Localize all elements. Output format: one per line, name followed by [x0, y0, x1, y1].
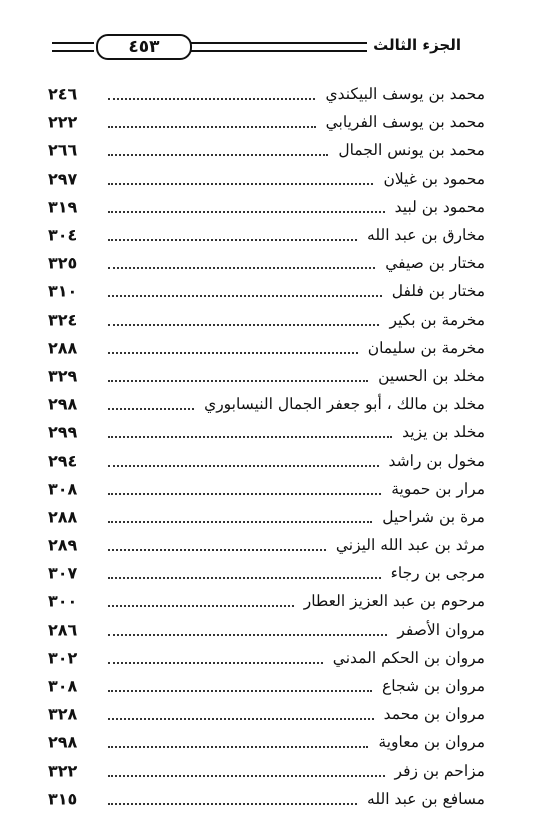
entry-name: مرار بن حموية: [385, 480, 485, 498]
index-entry: [48, 249, 485, 277]
entry-page-number: ٢٩٧: [48, 169, 78, 189]
entry-page-number: ٣١٩: [48, 197, 78, 217]
index-entry: [48, 531, 485, 559]
entry-name: مخلد بن الحسين: [372, 367, 485, 385]
entry-name: مخلد بن مالك ، أبو جعفر الجمال النيسابوري: [198, 395, 485, 413]
entry-page-number: ٣١٠: [48, 281, 78, 301]
dot-leader: [108, 239, 357, 241]
index-entry: [48, 221, 485, 249]
entry-page-number: ٣٢٥: [48, 253, 78, 273]
index-entry: [48, 503, 485, 531]
index-entry: [48, 475, 485, 503]
index-entry: [48, 390, 485, 418]
entry-name: مرة بن شراحيل: [376, 508, 485, 526]
dot-leader: [108, 408, 194, 410]
index-entry: [48, 362, 485, 390]
entry-page-number: ٢٦٦: [48, 140, 78, 160]
dot-leader: [108, 380, 368, 382]
entry-name: مختار بن صيفي: [379, 254, 485, 272]
dot-leader: [108, 493, 381, 495]
entry-page-number: ٣١٥: [48, 789, 78, 809]
entry-page-number: ٢٨٨: [48, 507, 78, 527]
entry-name: محمد بن يوسف البيكندي: [319, 85, 485, 103]
entry-name: مزاحم بن زفر: [389, 762, 485, 780]
index-entry: [48, 277, 485, 305]
index-entry: [48, 616, 485, 644]
entry-page-number: ٣٠٧: [48, 563, 78, 583]
entry-name: مرثد بن عبد الله اليزني: [330, 536, 485, 554]
volume-title: الجزء الثالث: [367, 34, 467, 56]
entry-name: مروان بن الحكم المدني: [327, 649, 485, 667]
index-entry: [48, 785, 485, 813]
entry-name: محمد بن يونس الجمال: [332, 141, 485, 159]
dot-leader: [108, 98, 315, 100]
dot-leader: [108, 521, 372, 523]
entry-page-number: ٢٩٨: [48, 732, 78, 752]
dot-leader: [108, 211, 385, 213]
dot-leader: [108, 662, 323, 664]
entry-page-number: ٣٠٨: [48, 479, 78, 499]
entry-name: مرجى بن رجاء: [385, 564, 485, 582]
dot-leader: [108, 126, 316, 128]
index-entry: [48, 672, 485, 700]
index-entry: [48, 446, 485, 474]
dot-leader: [108, 634, 387, 636]
page-header: [52, 34, 485, 60]
entry-page-number: ٢٨٩: [48, 535, 78, 555]
entry-name: مرحوم بن عبد العزيز العطار: [298, 592, 485, 610]
index-entry: [48, 108, 485, 136]
index-entry: [48, 136, 485, 164]
entry-name: مخول بن راشد: [383, 452, 485, 470]
dot-leader: [108, 436, 392, 438]
entry-page-number: ٢٩٨: [48, 394, 78, 414]
entry-name: محمد بن يوسف الفريابي: [320, 113, 485, 131]
entry-name: مروان بن معاوية: [372, 733, 485, 751]
entry-page-number: ٢٨٨: [48, 338, 78, 358]
dot-leader: [108, 775, 385, 777]
index-entry: [48, 306, 485, 334]
entry-page-number: ٣٠٢: [48, 648, 78, 668]
dot-leader: [108, 718, 374, 720]
entry-page-number: ٢٩٤: [48, 451, 78, 471]
entry-name: محمود بن غيلان: [377, 170, 485, 188]
entry-page-number: ٣٠٠: [48, 591, 78, 611]
index-entry: [48, 728, 485, 756]
entry-name: مروان بن شجاع: [376, 677, 485, 695]
entry-page-number: ٢٩٩: [48, 422, 78, 442]
index-entry: [48, 700, 485, 728]
index-entry: [48, 587, 485, 615]
entry-name: مروان الأصفر: [391, 621, 485, 639]
entry-name: مخارق بن عبد الله: [361, 226, 485, 244]
dot-leader: [108, 183, 373, 185]
index-entry: [48, 334, 485, 362]
entry-page-number: ٢٤٦: [48, 84, 78, 104]
dot-leader: [108, 690, 372, 692]
dot-leader: [108, 465, 379, 467]
index-entry: [48, 193, 485, 221]
entry-page-number: ٢٨٦: [48, 620, 78, 640]
dot-leader: [108, 746, 368, 748]
index-entry: [48, 757, 485, 785]
header-rule-left: [52, 42, 94, 52]
entry-page-number: ٢٢٢: [48, 112, 78, 132]
page-number-frame: [96, 34, 192, 60]
entry-page-number: ٣٢٩: [48, 366, 78, 386]
dot-leader: [108, 352, 358, 354]
dot-leader: [108, 154, 328, 156]
entry-page-number: ٣٢٤: [48, 310, 78, 330]
dot-leader: [108, 324, 379, 326]
entry-page-number: ٣٠٤: [48, 225, 78, 245]
entry-name: مروان بن محمد: [378, 705, 485, 723]
dot-leader: [108, 577, 381, 579]
index-list: [48, 80, 485, 813]
entry-name: مخرمة بن سليمان: [362, 339, 485, 357]
entry-name: مخرمة بن بكير: [383, 311, 485, 329]
index-entry: [48, 559, 485, 587]
dot-leader: [108, 549, 326, 551]
dot-leader: [108, 295, 382, 297]
dot-leader: [108, 605, 294, 607]
entry-page-number: ٣٢٢: [48, 761, 78, 781]
dot-leader: [108, 267, 375, 269]
page-number: ٤٥٣: [128, 36, 160, 57]
dot-leader: [108, 803, 357, 805]
entry-name: مسافع بن عبد الله: [361, 790, 485, 808]
index-entry: [48, 165, 485, 193]
index-entry: [48, 418, 485, 446]
entry-name: محمود بن لبيد: [389, 198, 485, 216]
entry-name: مختار بن فلفل: [386, 282, 485, 300]
index-entry: [48, 644, 485, 672]
index-entry: [48, 80, 485, 108]
entry-page-number: ٣٠٨: [48, 676, 78, 696]
entry-name: مخلد بن يزيد: [396, 423, 485, 441]
entry-page-number: ٣٢٨: [48, 704, 78, 724]
